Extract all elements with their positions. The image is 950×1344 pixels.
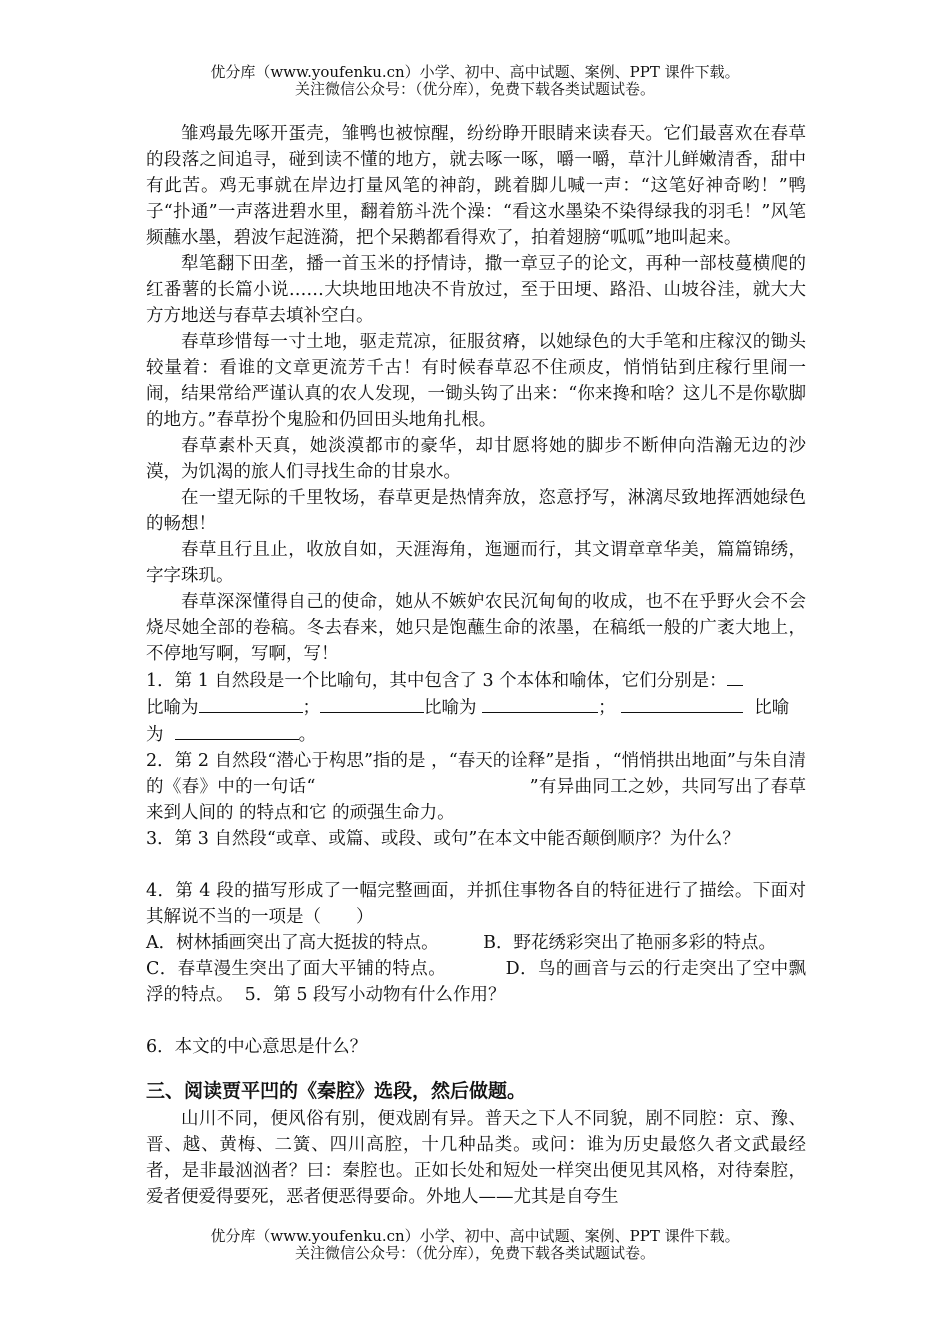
answer-blank[interactable] xyxy=(727,667,743,686)
header-line-1: 优分库（www.youfenku.cn）小学、初中、高中试题、案例、PPT 课件下载。 xyxy=(210,63,740,81)
question-1-label-c: 比喻 xyxy=(754,698,790,718)
paragraph-1: 雏鸡最先啄开蛋壳，雏鸭也被惊醒，纷纷睁开眼睛来读春天。它们最喜欢在春草的段落之间追寻，碰到读不懂的地方，就去啄一啄，嚼一嚼，草汁儿鲜嫩清香，甜中有此苦。鸡无事就在岸边打量风笔的神韵，跳着脚儿喊一声：“这笔好神奇哟！”鸭子“扑通”一声落进碧水里，翻着筋斗洗个澡：“看这水墨染不染得绿我的羽毛！”风笔频蘸水墨，碧波乍起涟漪，把个呆鹅都看得欢了，拍着翅膀“呱呱”地叫起来。 xyxy=(146,124,806,248)
document-body xyxy=(146,121,806,1210)
question-6: 6．本文的中心意思是什么？ xyxy=(146,1037,368,1057)
question-4-options-ab xyxy=(146,930,806,956)
section-3-heading: 三、阅读贾平凹的《秦腔》选段，然后做题。 xyxy=(146,1080,527,1102)
question-1-text: 1．第 1 自然段是一个比喻句，其中包含了 3 个本体和喻体，它们分别是： xyxy=(146,671,727,691)
footer-line-2: 关注微信公众号：（优分库），免费下载各类试题试卷。 xyxy=(294,1244,655,1262)
answer-space xyxy=(146,1060,806,1072)
question-1 xyxy=(146,667,806,748)
paragraph-6: 春草且行且止，收放自如，天涯海角，迤逦而行，其文谓章章华美，篇篇锦绣，字字珠玑。 xyxy=(146,540,806,586)
page-header xyxy=(0,64,950,98)
question-4-options-cd xyxy=(146,956,806,1008)
answer-blank[interactable] xyxy=(482,694,598,713)
paragraph-7: 春草深深懂得自己的使命，她从不嫉妒农民沉甸甸的收成，也不在乎野火会不会烧尽她全部的卷稿。冬去春来，她只是饱蘸生命的浓墨，在稿纸一般的广袤大地上，不停地写啊，写啊，写！ xyxy=(146,592,806,664)
option-a: A．树林插画突出了高大挺拔的特点。 xyxy=(146,933,439,953)
question-1-separator: ； xyxy=(598,698,616,718)
answer-space xyxy=(146,1008,806,1034)
question-1-separator: ； xyxy=(302,698,320,718)
paragraph-5: 在一望无际的千里牧场，春草更是热情奔放，恣意抒写，淋漓尽致地挥洒她绿色的畅想！ xyxy=(146,488,806,534)
paragraph-2: 犁笔翻下田垄，播一首玉米的抒情诗，撒一章豆子的论文，再种一部枝蔓横爬的红番薯的长篇小说……大块地田地决不肯放过，至于田埂、路沿、山坡谷洼，就大大方方地送与春草去填补空白。 xyxy=(146,254,806,326)
question-1-end: 。 xyxy=(298,725,317,745)
question-1-label-d: 为 xyxy=(146,725,164,745)
answer-blank[interactable] xyxy=(199,694,303,713)
answer-blank[interactable] xyxy=(621,694,743,713)
answer-space xyxy=(146,852,806,878)
question-1-label-a: 比喻为 xyxy=(146,698,199,718)
page-footer xyxy=(0,1228,950,1262)
section-3-paragraph: 山川不同，便风俗有别，便戏剧有异。普天之下人不同貌，剧不同腔：京、豫、晋、越、黄梅、二簧、四川高腔，十几种品类。或问：谁为历史最悠久者文武最经者，是非最汹汹者？曰：秦腔也。正如长处和短处一样突出便见其风格，对待秦腔，爱者便爱得要死，恶者便恶得要命。外地人——尤其是自夸生 xyxy=(146,1109,806,1207)
question-2: 2．第 2 自然段“潜心于构思”指的是 ，“春天的诠释”是指 ，“悄悄拱出地面”与朱自清的《春》中的一句话“ ”有异曲同工之妙，共同写出了春草来到人间的 的特点和它 的顽强生命力。 xyxy=(146,751,806,823)
footer-line-1: 优分库（www.youfenku.cn）小学、初中、高中试题、案例、PPT 课件下载。 xyxy=(210,1227,740,1245)
option-c: C．春草漫生突出了面大平铺的特点。 xyxy=(146,959,447,979)
question-5: 5．第 5 段写小动物有什么作用？ xyxy=(244,985,506,1005)
question-4: 4．第 4 段的描写形成了一幅完整画面，并抓住事物各自的特征进行了描绘。下面对其解说不当的一项是（ ） xyxy=(146,881,806,927)
answer-blank[interactable] xyxy=(320,694,424,713)
option-b: B．野花绣彩突出了艳丽多彩的特点。 xyxy=(483,933,777,953)
paragraph-4: 春草素朴天真，她淡漠都市的豪华，却甘愿将她的脚步不断伸向浩瀚无边的沙漠，为饥渴的旅人们寻找生命的甘泉水。 xyxy=(146,436,806,482)
paragraph-3: 春草珍惜每一寸土地，驱走荒凉，征服贫瘠，以她绿色的大手笔和庄稼汉的锄头较量着：看谁的文章更流芳千古！有时候春草忍不住顽皮，悄悄钻到庄稼行里闹一闹，结果常给严谨认真的农人发现，一锄头钩了出来：“你来搀和啥？这儿不是你歇脚的地方。”春草扮个鬼脸和仍回田头地角扎根。 xyxy=(146,332,806,430)
question-3: 3．第 3 自然段“或章、或篇、或段、或句”在本文中能否颠倒顺序？为什么？ xyxy=(146,829,740,849)
question-1-label-b: 比喻为 xyxy=(424,698,477,718)
header-line-2: 关注微信公众号：（优分库），免费下载各类试题试卷。 xyxy=(294,80,655,98)
option-d: D．鸟的画音与云的行走突出了空中飘浮的特点。 xyxy=(146,959,807,1005)
answer-blank[interactable] xyxy=(175,721,299,740)
